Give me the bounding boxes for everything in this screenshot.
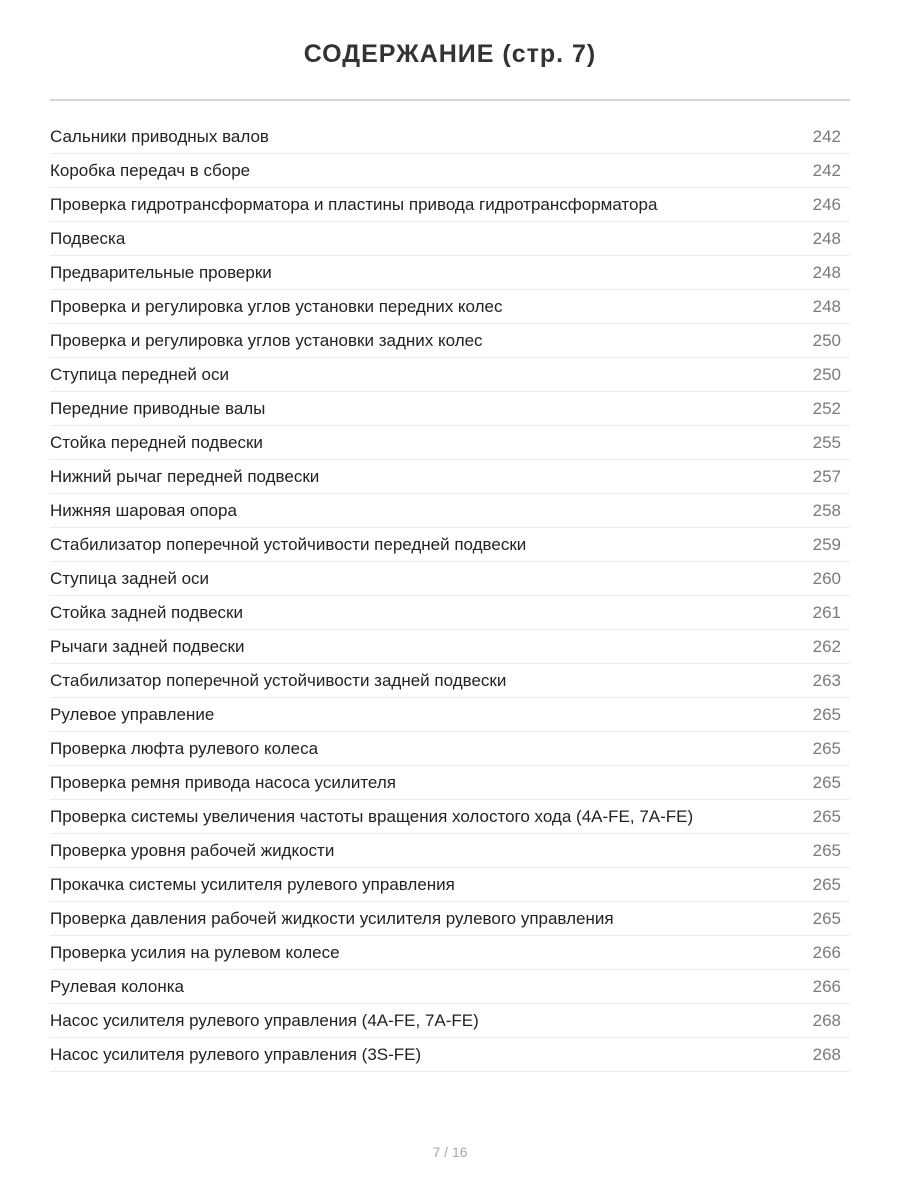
toc-entry-page: 261	[812, 603, 841, 622]
toc-entry-title: Проверка люфта рулевого колеса	[50, 739, 319, 758]
toc-entry-page: 248	[812, 297, 841, 316]
toc-row[interactable]	[50, 936, 850, 970]
toc-entry-title: Нижний рычаг передней подвески	[50, 467, 320, 486]
page-title: СОДЕРЖАНИЕ (стр. 7)	[303, 40, 597, 68]
toc-entry-page: 265	[812, 841, 841, 860]
toc-row[interactable]	[50, 630, 850, 664]
toc-entry-page: 258	[812, 501, 841, 520]
toc-entry-title: Стабилизатор поперечной устойчивости задней подвески	[50, 671, 507, 690]
page-pagination: 7 / 16	[432, 1144, 468, 1160]
toc-entry-page: 250	[812, 365, 841, 384]
toc-entry-page: 265	[812, 739, 841, 758]
toc-entry-title: Предварительные проверки	[50, 263, 272, 282]
toc-row[interactable]	[50, 188, 850, 222]
toc-entry-page: 255	[812, 433, 841, 452]
toc-entry-page: 263	[812, 671, 841, 690]
toc-row[interactable]	[50, 324, 850, 358]
toc-row[interactable]	[50, 222, 850, 256]
toc-entry-title: Проверка системы увеличения частоты вращения холостого хода (4A-FE, 7A-FE)	[50, 807, 694, 826]
toc-row[interactable]	[50, 868, 850, 902]
toc-row[interactable]	[50, 256, 850, 290]
toc-entry-page: 265	[812, 909, 841, 928]
toc-row[interactable]	[50, 1038, 850, 1072]
toc-row[interactable]	[50, 766, 850, 800]
toc-entry-page: 259	[812, 535, 841, 554]
toc-entry-page: 242	[812, 161, 841, 180]
toc-entry-title: Нижняя шаровая опора	[50, 501, 237, 520]
toc-entry-title: Ступица передней оси	[50, 365, 229, 384]
toc-row[interactable]	[50, 970, 850, 1004]
toc-entry-page: 266	[812, 977, 841, 996]
toc-entry-page: 265	[812, 875, 841, 894]
toc-row[interactable]	[50, 290, 850, 324]
toc-entry-title: Коробка передач в сборе	[50, 161, 251, 180]
toc-row[interactable]	[50, 1004, 850, 1038]
toc-entry-title: Рулевая колонка	[50, 977, 184, 996]
toc-entry-page: 265	[812, 807, 841, 826]
toc-entry-title: Насос усилителя рулевого управления (3S-FE)	[50, 1045, 422, 1064]
toc-entry-page: 265	[812, 705, 841, 724]
toc-entry-page: 268	[812, 1045, 841, 1064]
toc-entry-title: Проверка ремня привода насоса усилителя	[50, 773, 396, 792]
toc-entry-page: 260	[812, 569, 841, 588]
toc-entry-title: Проверка и регулировка углов установки задних колес	[50, 331, 483, 350]
toc-entry-title: Стабилизатор поперечной устойчивости передней подвески	[50, 535, 527, 554]
toc-entry-page: 250	[812, 331, 841, 350]
toc-entry-page: 265	[812, 773, 841, 792]
toc-entry-page: 268	[812, 1011, 841, 1030]
toc-row[interactable]	[50, 664, 850, 698]
toc-row[interactable]	[50, 460, 850, 494]
toc-entry-title: Прокачка системы усилителя рулевого управления	[50, 875, 455, 894]
toc-row[interactable]	[50, 120, 850, 154]
toc-entry-page: 257	[812, 467, 841, 486]
toc-entry-page: 252	[812, 399, 841, 418]
toc-entry-title: Проверка усилия на рулевом колесе	[50, 943, 340, 962]
toc-entry-title: Стойка передней подвески	[50, 433, 263, 452]
toc-entry-title: Рычаги задней подвески	[50, 637, 245, 656]
toc-entry-title: Проверка давления рабочей жидкости усилителя рулевого управления	[50, 909, 614, 928]
toc-row[interactable]	[50, 596, 850, 630]
toc-row[interactable]	[50, 698, 850, 732]
toc-entry-title: Проверка и регулировка углов установки передних колес	[50, 297, 503, 316]
toc-entry-page: 246	[812, 195, 841, 214]
toc-entry-title: Проверка уровня рабочей жидкости	[50, 841, 335, 860]
toc-entry-title: Сальники приводных валов	[50, 127, 269, 146]
toc-row[interactable]	[50, 834, 850, 868]
toc-row[interactable]	[50, 358, 850, 392]
toc-entry-title: Насос усилителя рулевого управления (4A-FE, 7A-FE)	[50, 1011, 479, 1030]
toc-row[interactable]	[50, 528, 850, 562]
toc-entry-page: 248	[812, 263, 841, 282]
toc-entry-page: 262	[812, 637, 841, 656]
toc-entry-title: Стойка задней подвески	[50, 603, 243, 622]
toc-row[interactable]	[50, 902, 850, 936]
toc-row[interactable]	[50, 800, 850, 834]
toc-entry-page: 242	[812, 127, 841, 146]
toc-entry-page: 266	[812, 943, 841, 962]
title-divider	[50, 99, 850, 101]
toc-entry-title: Передние приводные валы	[50, 399, 266, 418]
toc-row[interactable]	[50, 392, 850, 426]
toc-row[interactable]	[50, 426, 850, 460]
toc-list	[50, 120, 850, 1072]
toc-row[interactable]	[50, 154, 850, 188]
toc-entry-title: Ступица задней оси	[50, 569, 210, 588]
toc-entry-title: Подвеска	[50, 229, 126, 248]
toc-row[interactable]	[50, 732, 850, 766]
toc-row[interactable]	[50, 562, 850, 596]
toc-entry-page: 248	[812, 229, 841, 248]
toc-row[interactable]	[50, 494, 850, 528]
toc-entry-title: Рулевое управление	[50, 705, 215, 724]
toc-entry-title: Проверка гидротрансформатора и пластины привода гидротрансформатора	[50, 195, 658, 214]
